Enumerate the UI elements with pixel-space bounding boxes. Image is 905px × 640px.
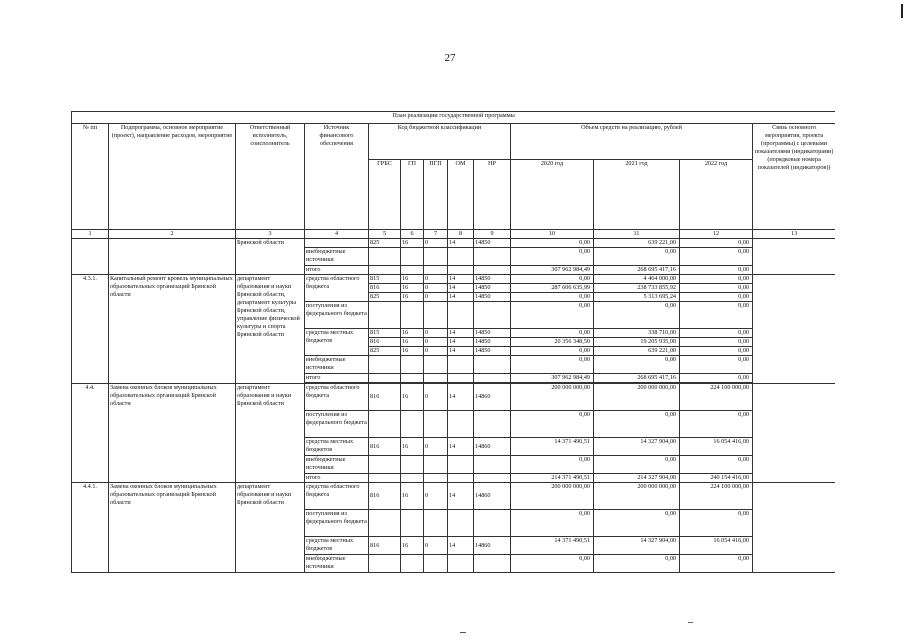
table-title: План реализации государственной программы [72, 112, 836, 124]
value-2020: 14 371 490,51 [511, 438, 594, 456]
row-number: 4.3.1. [72, 275, 109, 384]
col-number: 8 [448, 230, 474, 239]
scan-speck [460, 632, 466, 633]
source-cell: поступления из федерального бюджета [305, 302, 369, 329]
table-row [72, 384, 836, 411]
grbs-cell: 816 [369, 438, 401, 456]
value-2020: 307 962 984,49 [511, 374, 594, 383]
value-2021: 238 733 855,92 [594, 284, 680, 293]
value-2022: 0,00 [680, 302, 753, 329]
value-2022: 0,00 [680, 510, 753, 537]
source-cell: средства областного бюджета [305, 483, 369, 510]
value-2022: 0,00 [680, 555, 753, 573]
value-2022: 0,00 [680, 347, 753, 356]
value-2020: 0,00 [511, 329, 594, 338]
value-2021: 268 695 417,16 [594, 374, 680, 383]
source-cell: поступления из федерального бюджета [305, 510, 369, 537]
value-2021: 0,00 [594, 302, 680, 329]
om-cell: 14 [448, 384, 474, 411]
value-2020: 0,00 [511, 510, 594, 537]
om-cell: 14 [448, 338, 474, 347]
col-number: 7 [424, 230, 448, 239]
gp-cell: 16 [401, 384, 424, 411]
value-2021: 0,00 [594, 411, 680, 438]
om-cell: 14 [448, 275, 474, 284]
value-2020: 214 371 490,51 [511, 474, 594, 483]
source-cell: средства областного бюджета [305, 275, 369, 302]
header-kbk: Код бюджетной классификации [369, 124, 511, 160]
plan-table-frame [71, 111, 835, 596]
nr-cell: 14860 [474, 384, 511, 411]
value-2020: 200 000 000,00 [511, 483, 594, 510]
value-2022: 0,00 [680, 248, 753, 266]
col-number: 13 [753, 230, 836, 239]
value-2020: 0,00 [511, 555, 594, 573]
value-2022: 0,00 [680, 356, 753, 374]
gp-cell: 16 [401, 284, 424, 293]
value-2021: 0,00 [594, 456, 680, 474]
col-number: 2 [109, 230, 236, 239]
value-2022: 0,00 [680, 456, 753, 474]
header-link: Связь основного мероприятия, проекта (программы) с целевыми показателями (индикаторами) (порядковые номера показателей (индикаторов)) [753, 124, 836, 230]
value-2020: 0,00 [511, 239, 594, 248]
source-cell: внебюджетные источники [305, 356, 369, 374]
header-name: Подпрограмма, основное мероприятие (проект), направление расходов, мероприятие [109, 124, 236, 230]
nr-cell: 14850 [474, 347, 511, 356]
pgp-cell: 0 [424, 329, 448, 338]
value-2020: 0,00 [511, 302, 594, 329]
value-2021: 19 205 935,00 [594, 338, 680, 347]
value-2022: 0,00 [680, 411, 753, 438]
scan-speck [688, 622, 693, 623]
source-cell: средства местных бюджетов [305, 537, 369, 555]
value-2021: 200 000 000,00 [594, 483, 680, 510]
nr-cell: 14850 [474, 329, 511, 338]
header-pgp: ПГП [424, 160, 448, 230]
gp-cell: 16 [401, 483, 424, 510]
pgp-cell: 0 [424, 483, 448, 510]
om-cell: 14 [448, 239, 474, 248]
nr-cell: 14850 [474, 338, 511, 347]
value-2022: 0,00 [680, 284, 753, 293]
grbs-cell: 816 [369, 537, 401, 555]
om-cell: 14 [448, 483, 474, 510]
value-2022: 240 154 416,00 [680, 474, 753, 483]
gp-cell: 16 [401, 329, 424, 338]
page-number: 27 [444, 52, 456, 64]
value-2022: 0,00 [680, 293, 753, 302]
grbs-cell: 825 [369, 293, 401, 302]
activity-name: Замена оконных блоков муниципальных образовательных организаций Брянской области [109, 483, 236, 573]
table-row [72, 275, 836, 284]
value-2022: 0,00 [680, 338, 753, 347]
value-2021: 0,00 [594, 555, 680, 573]
activity-name: Замена оконных блоков муниципальных образовательных организаций Брянской области [109, 384, 236, 483]
nr-cell: 14850 [474, 275, 511, 284]
value-2020: 0,00 [511, 356, 594, 374]
table-row [72, 248, 836, 266]
grbs-cell: 815 [369, 329, 401, 338]
value-2021: 0,00 [594, 248, 680, 266]
gp-cell: 16 [401, 537, 424, 555]
header-nr: НР [474, 160, 511, 230]
om-cell: 14 [448, 347, 474, 356]
col-number: 6 [401, 230, 424, 239]
grbs-cell: 816 [369, 338, 401, 347]
value-2022: 0,00 [680, 374, 753, 383]
value-2020: 0,00 [511, 275, 594, 284]
executor-cell: Брянской области [236, 239, 305, 248]
value-2021: 268 695 417,16 [594, 266, 680, 275]
value-2021: 639 221,00 [594, 347, 680, 356]
grbs-cell: 816 [369, 483, 401, 510]
gp-cell: 16 [401, 239, 424, 248]
activity-name: Капитальный ремонт кровель муниципальных образовательных организаций Брянской области [109, 275, 236, 384]
om-cell: 14 [448, 438, 474, 456]
header-volume: Объем средств на реализацию, рублей [511, 124, 753, 160]
nr-cell: 14860 [474, 483, 511, 510]
source-cell: итого [305, 374, 369, 383]
value-2021: 338 710,00 [594, 329, 680, 338]
source-cell: внебюджетные источники [305, 456, 369, 474]
value-2020: 14 371 490,51 [511, 537, 594, 555]
header-source: Источник финансового обеспечения [305, 124, 369, 230]
gp-cell: 16 [401, 347, 424, 356]
gp-cell: 16 [401, 293, 424, 302]
header-executor: Ответственный исполнитель, соисполнитель [236, 124, 305, 230]
header-2020: 2020 год [511, 160, 594, 230]
gp-cell: 16 [401, 338, 424, 347]
col-number: 10 [511, 230, 594, 239]
col-number: 4 [305, 230, 369, 239]
om-cell: 14 [448, 537, 474, 555]
source-cell: внебюджетные источники [305, 555, 369, 573]
pgp-cell: 0 [424, 284, 448, 293]
grbs-cell: 825 [369, 347, 401, 356]
plan-table [71, 111, 835, 573]
source-cell: средства местных бюджетов [305, 329, 369, 356]
value-2020: 20 356 348,50 [511, 338, 594, 347]
col-number: 12 [680, 230, 753, 239]
table-row [72, 239, 836, 248]
pgp-cell: 0 [424, 384, 448, 411]
grbs-cell: 815 [369, 275, 401, 284]
source-cell: итого [305, 266, 369, 275]
executor-cell: департамент образования и науки Брянской области [236, 384, 305, 483]
value-2021: 5 313 695,24 [594, 293, 680, 302]
header-num: № пп [72, 124, 109, 230]
nr-cell: 14860 [474, 438, 511, 456]
grbs-cell: 825 [369, 239, 401, 248]
value-2021: 0,00 [594, 510, 680, 537]
om-cell: 14 [448, 284, 474, 293]
scan-edge-mark [901, 4, 903, 18]
col-number: 11 [594, 230, 680, 239]
value-2022: 0,00 [680, 275, 753, 284]
column-number-row [72, 230, 836, 239]
gp-cell: 16 [401, 275, 424, 284]
om-cell: 14 [448, 329, 474, 338]
source-cell: итого [305, 474, 369, 483]
header-gp: ГП [401, 160, 424, 230]
om-cell: 14 [448, 293, 474, 302]
pgp-cell: 0 [424, 438, 448, 456]
header-2021: 2021 год [594, 160, 680, 230]
source-cell: средства местных бюджетов [305, 438, 369, 456]
gp-cell: 16 [401, 438, 424, 456]
value-2020: 287 606 635,99 [511, 284, 594, 293]
grbs-cell: 816 [369, 384, 401, 411]
col-number: 3 [236, 230, 305, 239]
pgp-cell: 0 [424, 275, 448, 284]
value-2022: 16 054 416,00 [680, 537, 753, 555]
col-number: 9 [474, 230, 511, 239]
value-2020: 0,00 [511, 293, 594, 302]
source-cell: внебюджетные источники [305, 248, 369, 266]
value-2020: 307 962 984,49 [511, 266, 594, 275]
pgp-cell: 0 [424, 537, 448, 555]
value-2020: 200 000 000,00 [511, 384, 594, 411]
nr-cell: 14850 [474, 293, 511, 302]
table-row [72, 483, 836, 510]
nr-cell: 14850 [474, 284, 511, 293]
value-2020: 0,00 [511, 456, 594, 474]
value-2021: 14 327 904,00 [594, 438, 680, 456]
pgp-cell: 0 [424, 347, 448, 356]
pgp-cell: 0 [424, 293, 448, 302]
value-2022: 224 100 000,00 [680, 384, 753, 411]
row-number: 4.4.1. [72, 483, 109, 573]
value-2021: 214 327 904,00 [594, 474, 680, 483]
grbs-cell: 816 [369, 284, 401, 293]
source-cell: поступления из федерального бюджета [305, 411, 369, 438]
nr-cell: 14850 [474, 239, 511, 248]
value-2020: 0,00 [511, 411, 594, 438]
source-cell: средства областного бюджета [305, 384, 369, 411]
col-number: 5 [369, 230, 401, 239]
value-2021: 14 327 904,00 [594, 537, 680, 555]
value-2021: 639 221,00 [594, 239, 680, 248]
value-2020: 0,00 [511, 347, 594, 356]
row-number: 4.4. [72, 384, 109, 483]
col-number: 1 [72, 230, 109, 239]
pgp-cell: 0 [424, 239, 448, 248]
header-grbs: ГРБС [369, 160, 401, 230]
value-2020: 0,00 [511, 248, 594, 266]
header-om: ОМ [448, 160, 474, 230]
value-2021: 4 464 000,00 [594, 275, 680, 284]
executor-cell: департамент образования и науки Брянской области, департамент культуры Брянской области, управление физической культуры и спорта Брянской области [236, 275, 305, 384]
pgp-cell: 0 [424, 338, 448, 347]
executor-cell: департамент образования и науки Брянской области [236, 483, 305, 573]
table-row [72, 266, 836, 275]
header-2022: 2022 год [680, 160, 753, 230]
value-2022: 0,00 [680, 329, 753, 338]
value-2022: 224 100 000,00 [680, 483, 753, 510]
value-2022: 16 054 416,00 [680, 438, 753, 456]
value-2022: 0,00 [680, 239, 753, 248]
value-2021: 0,00 [594, 356, 680, 374]
nr-cell: 14860 [474, 537, 511, 555]
value-2022: 0,00 [680, 266, 753, 275]
value-2021: 200 000 000,00 [594, 384, 680, 411]
